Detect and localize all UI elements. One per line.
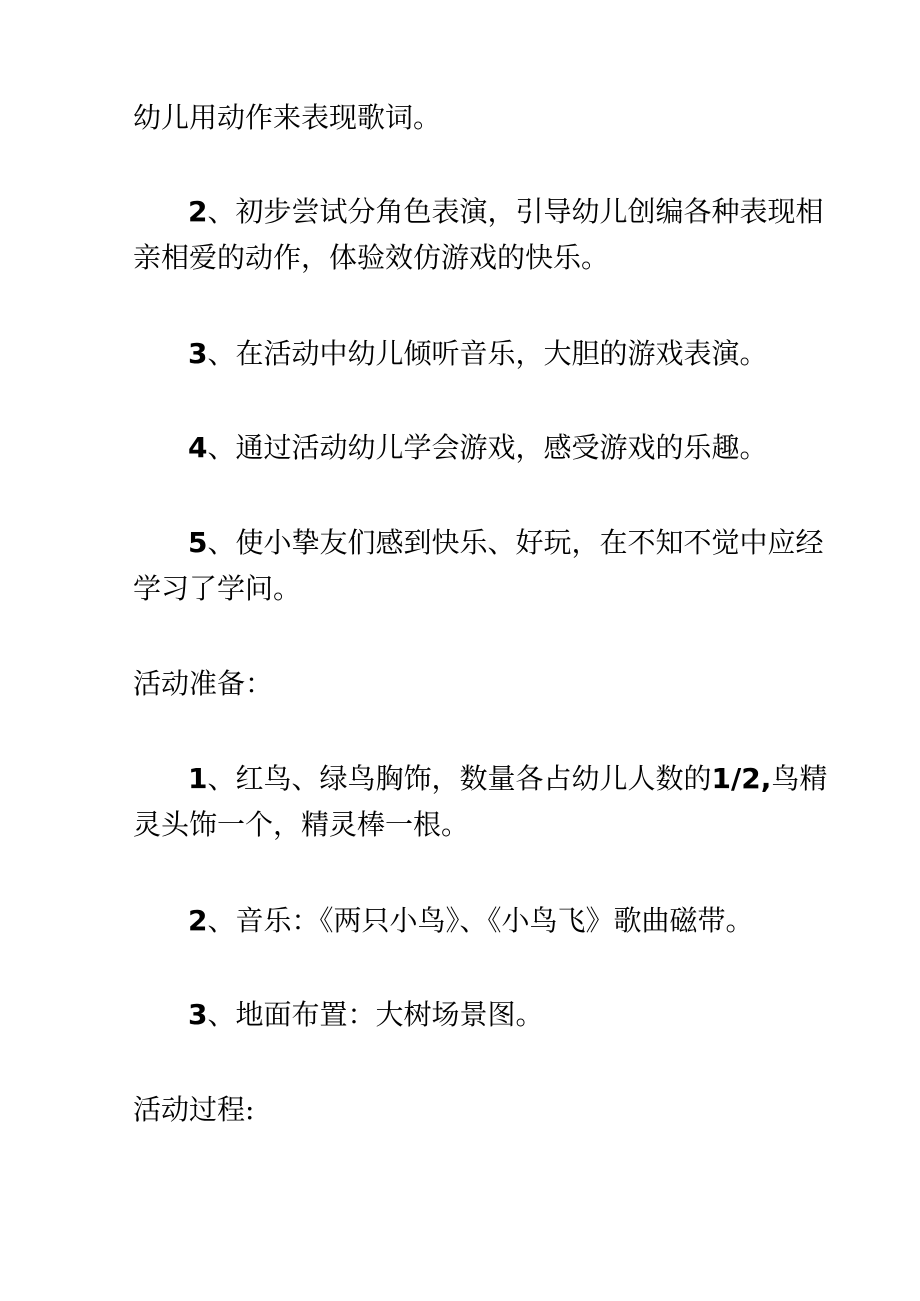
goal-3-text: 、在活动中幼儿倾听音乐，大胆的游戏表演。: [207, 337, 768, 370]
prep-1-text-a: 、红鸟、绿鸟胸饰，数量各占幼儿人数的: [207, 762, 712, 795]
prep-1-fraction: 1/2,: [711, 762, 772, 795]
goal-5-line-1: [188, 526, 824, 559]
prep-2-number: 2: [188, 904, 208, 937]
prep-2: [188, 904, 754, 937]
prep-heading: 活动准备：: [133, 667, 274, 700]
goal-2-line-2: 亲相爱的动作，体验效仿游戏的快乐。: [133, 241, 610, 274]
prep-3-number: 3: [188, 998, 208, 1031]
goal-4-number: 4: [188, 431, 208, 464]
goal-4-text: 、通过活动幼儿学会游戏，感受游戏的乐趣。: [207, 431, 768, 464]
prep-2-text: 、音乐：《两只小鸟》、《小鸟飞》歌曲磁带。: [207, 904, 754, 937]
goal-2-text: 、初步尝试分角色表演，引导幼儿创编各种表现相: [207, 195, 824, 228]
prep-1-line-2: 灵头饰一个，精灵棒一根。: [133, 808, 470, 841]
process-heading: 活动过程:: [133, 1093, 255, 1126]
prep-3: [188, 998, 544, 1031]
goal-3-number: 3: [188, 337, 208, 370]
prep-1-line-1: [188, 762, 828, 795]
goal-2-line-1: [188, 195, 824, 228]
goal-3: [188, 337, 768, 370]
goal-1-continuation: 幼儿用动作来表现歌词。: [133, 101, 442, 134]
goal-2-number: 2: [188, 195, 208, 228]
prep-1-number: 1: [188, 762, 208, 795]
prep-1-text-b: 鸟精: [771, 762, 828, 795]
goal-4: [188, 431, 768, 464]
prep-3-text: 、地面布置：大树场景图。: [207, 998, 544, 1031]
goal-5-line-2: 学习了学问。: [133, 572, 302, 605]
goal-5-text: 、使小挚友们感到快乐、好玩，在不知不觉中应经: [207, 526, 824, 559]
goal-5-number: 5: [188, 526, 208, 559]
